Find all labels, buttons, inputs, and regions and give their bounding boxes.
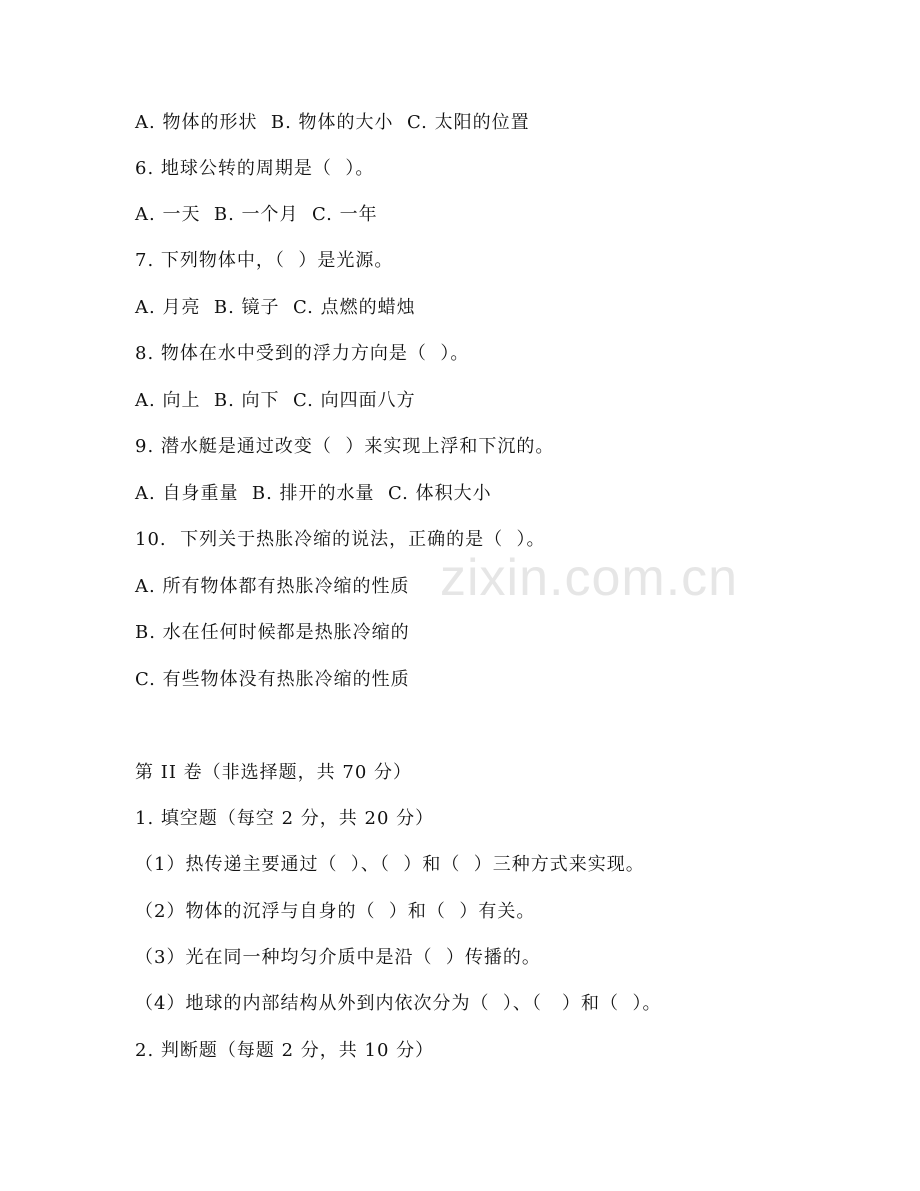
q10-option-a: A. 所有物体都有热胀冷缩的性质 <box>135 576 410 597</box>
fill-item-3: （3）光在同一种均匀介质中是沿（ ）传播的。 <box>135 947 541 968</box>
q7-stem: 7. 下列物体中，（ ）是光源。 <box>135 250 394 271</box>
fill-item-4: （4）地球的内部结构从外到内依次分为（ ）、（ ）和（ ）。 <box>135 993 662 1014</box>
q6-options: A. 一天 B. 一个月 C. 一年 <box>135 204 378 225</box>
q5-options: A. 物体的形状 B. 物体的大小 C. 太阳的位置 <box>135 112 530 133</box>
watermark: zixin.com.cn <box>440 549 739 607</box>
judge-heading: 2. 判断题（每题 2 分，共 10 分） <box>135 1040 435 1061</box>
q6-stem: 6. 地球公转的周期是（ ）。 <box>135 158 375 179</box>
fill-item-2: （2）物体的沉浮与自身的（ ）和（ ）有关。 <box>135 901 536 922</box>
q9-options: A. 自身重量 B. 排开的水量 C. 体积大小 <box>135 483 492 504</box>
q8-stem: 8. 物体在水中受到的浮力方向是（ ）。 <box>135 343 470 364</box>
section-title: 第 II 卷（非选择题，共 70 分） <box>135 762 413 783</box>
q9-stem: 9. 潜水艇是通过改变（ ）来实现上浮和下沉的。 <box>135 436 555 457</box>
q7-options: A. 月亮 B. 镜子 C. 点燃的蜡烛 <box>135 297 416 318</box>
q10-option-b: B. 水在任何时候都是热胀冷缩的 <box>135 622 410 643</box>
q10-stem: 10. 下列关于热胀冷缩的说法，正确的是（ ）。 <box>135 529 546 550</box>
fill-heading: 1. 填空题（每空 2 分，共 20 分） <box>135 808 435 829</box>
q10-option-c: C. 有些物体没有热胀冷缩的性质 <box>135 669 410 690</box>
fill-item-1: （1）热传递主要通过（ ）、（ ）和（ ）三种方式来实现。 <box>135 854 645 875</box>
q8-options: A. 向上 B. 向下 C. 向四面八方 <box>135 390 416 411</box>
